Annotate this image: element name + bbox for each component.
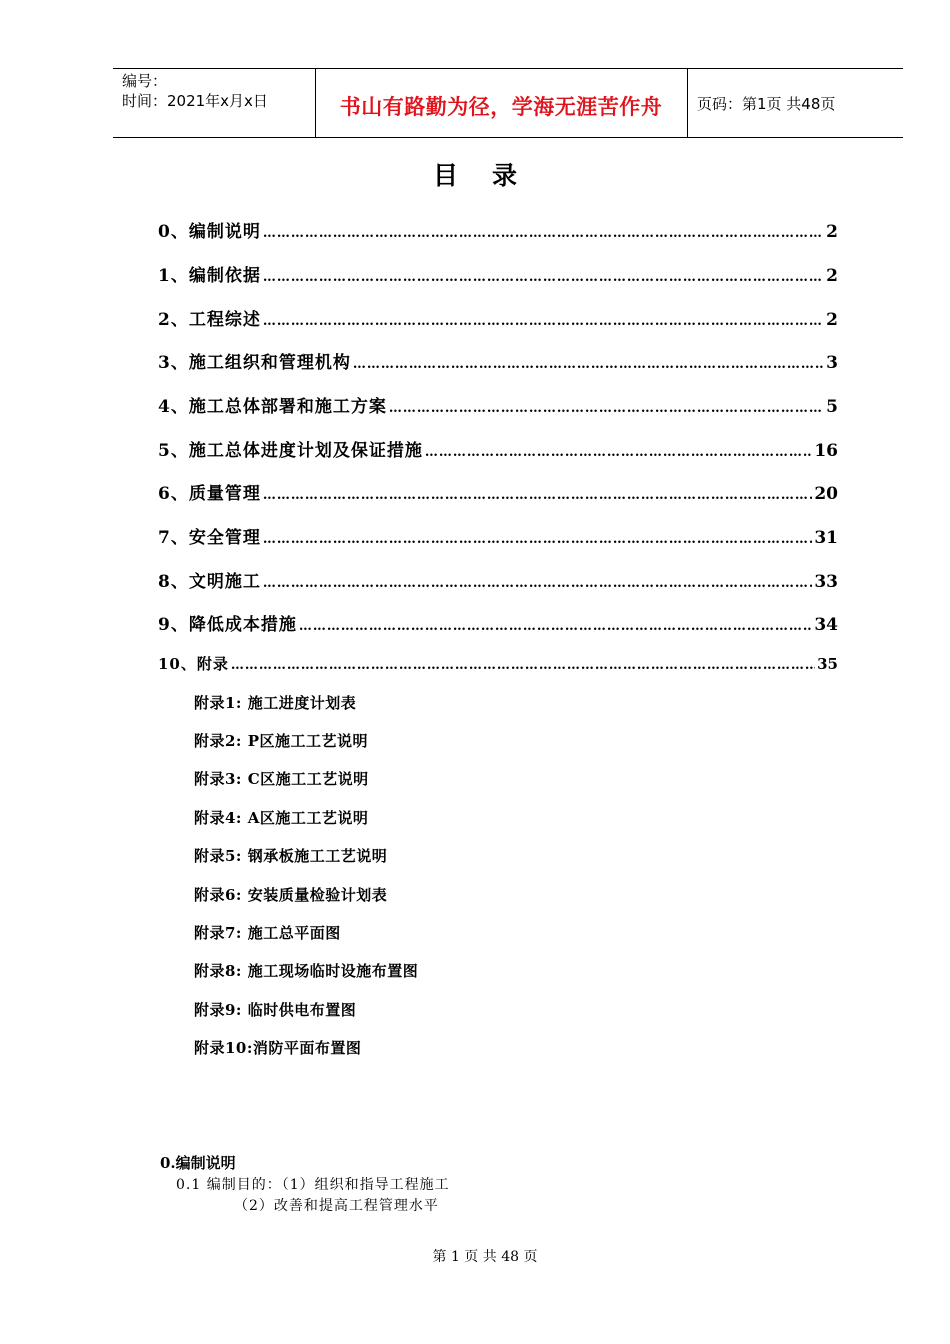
- toc-entry-label: 10、附录: [158, 655, 229, 673]
- toc-appendix-item[interactable]: 附录3: C区施工工艺说明: [194, 770, 369, 788]
- toc-entry[interactable]: [158, 479, 838, 505]
- toc-entry-label: 0、编制说明: [158, 222, 261, 242]
- section-heading: 0.编制说明: [160, 1154, 236, 1172]
- toc-entry-page: 34: [814, 615, 838, 635]
- toc-appendix-item[interactable]: 附录10:消防平面布置图: [194, 1039, 362, 1057]
- toc-entry-label: 7、安全管理: [158, 528, 261, 548]
- toc-dot-leader: [353, 357, 824, 372]
- toc-dot-leader: [263, 532, 812, 547]
- page-code: 页码：第1页 共48页: [697, 95, 836, 113]
- toc-dot-leader: [389, 401, 824, 416]
- toc-entry-page: 2: [826, 222, 838, 242]
- toc-entry-page: 31: [814, 528, 838, 548]
- toc-dot-leader: [231, 658, 815, 673]
- toc-entry[interactable]: [158, 523, 838, 549]
- toc-entry-label: 2、工程综述: [158, 310, 261, 330]
- page-footer: 第 1 页 共 48 页: [432, 1249, 538, 1265]
- toc-appendix-item[interactable]: 附录4: A区施工工艺说明: [194, 809, 369, 827]
- toc-dot-leader: [263, 314, 824, 329]
- toc-entry-label: 1、编制依据: [158, 266, 261, 286]
- toc-appendix-item[interactable]: 附录8: 施工现场临时设施布置图: [194, 962, 419, 980]
- toc-entry[interactable]: [158, 261, 838, 287]
- toc-entry-page: 16: [814, 441, 838, 461]
- toc-entry-page: 5: [826, 397, 838, 417]
- toc-entry-label: 8、文明施工: [158, 572, 261, 592]
- toc-entry[interactable]: [158, 436, 838, 462]
- toc-appendix-item[interactable]: 附录6: 安装质量检验计划表: [194, 886, 388, 904]
- toc-entry[interactable]: [158, 392, 838, 418]
- toc-entry[interactable]: [158, 610, 838, 636]
- toc-entry-label: 3、施工组织和管理机构: [158, 353, 351, 373]
- toc-appendix-item[interactable]: 附录5: 钢承板施工工艺说明: [194, 847, 388, 865]
- toc-dot-leader: [263, 576, 812, 591]
- toc-entry-page: 2: [826, 266, 838, 286]
- toc-title: 目录: [432, 161, 551, 190]
- toc-entry[interactable]: [158, 305, 838, 331]
- toc-entry-label: 4、施工总体部署和施工方案: [158, 397, 387, 417]
- number-label: 编号：: [122, 72, 168, 90]
- toc-appendix-item[interactable]: 附录1: 施工进度计划表: [194, 694, 357, 712]
- toc-dot-leader: [299, 619, 812, 634]
- toc-appendix-item[interactable]: 附录9: 临时供电布置图: [194, 1001, 357, 1019]
- toc-entry-page: 2: [826, 310, 838, 330]
- toc-entry-label: 5、施工总体进度计划及保证措施: [158, 441, 423, 461]
- toc-dot-leader: [263, 270, 824, 285]
- toc-appendix-item[interactable]: 附录2: P区施工工艺说明: [194, 732, 368, 750]
- section-line-1: 0.1 编制目的：（1）组织和指导工程施工: [176, 1177, 450, 1193]
- section-line-2: （2）改善和提高工程管理水平: [234, 1198, 439, 1214]
- toc-entry[interactable]: [158, 653, 838, 679]
- toc-entry-page: 20: [814, 484, 838, 504]
- toc-entry-page: 3: [826, 353, 838, 373]
- toc-entry-label: 9、降低成本措施: [158, 615, 297, 635]
- toc-appendix-item[interactable]: 附录7: 施工总平面图: [194, 924, 341, 942]
- time-label: 时间：2021年x月x日: [122, 92, 268, 110]
- toc-entry-page: 33: [814, 572, 838, 592]
- motto: 书山有路勤为径，学海无涯苦作舟: [339, 95, 663, 119]
- toc-dot-leader: [263, 488, 812, 503]
- toc-dot-leader: [263, 226, 824, 241]
- toc-entry-label: 6、质量管理: [158, 484, 261, 504]
- toc-entry[interactable]: [158, 567, 838, 593]
- toc-entry[interactable]: [158, 348, 838, 374]
- toc-entry-page: 35: [817, 655, 838, 673]
- toc-entry[interactable]: [158, 217, 838, 243]
- toc-dot-leader: [425, 445, 813, 460]
